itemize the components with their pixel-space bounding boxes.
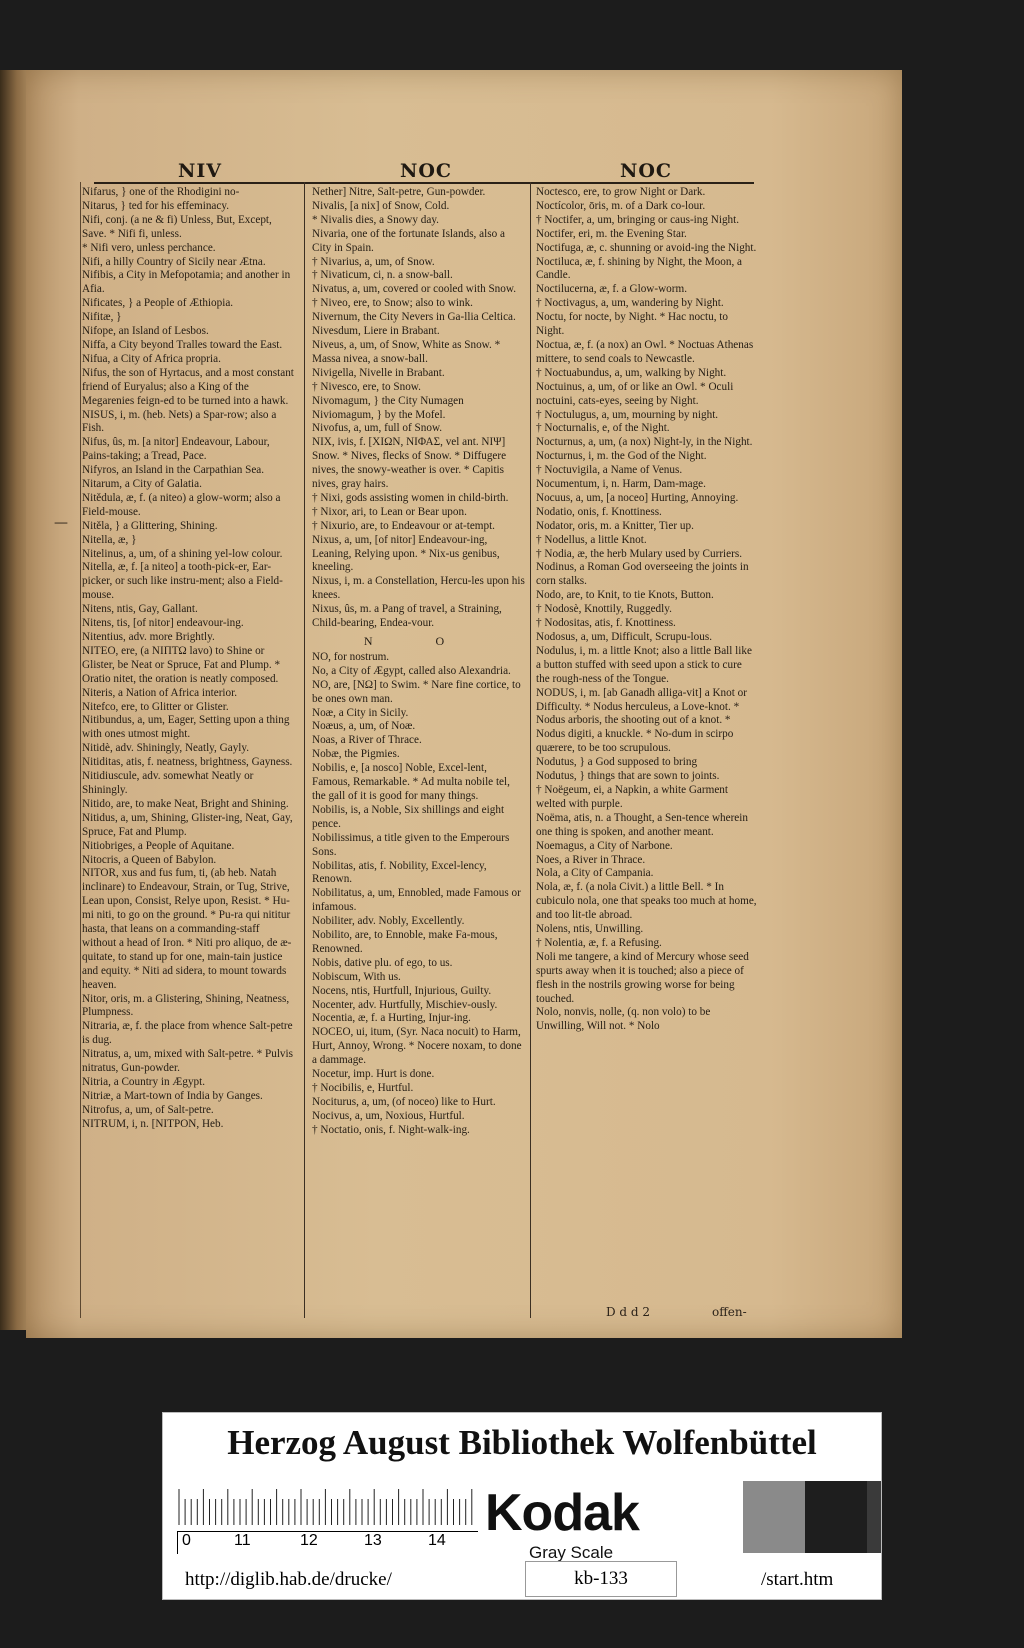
dictionary-entry: Nociturus, a, um, (of noceo) like to Hurt.	[312, 1095, 496, 1108]
signature-mark: D d d 2	[606, 1305, 651, 1319]
column-2-entries-a	[312, 186, 526, 631]
dictionary-entry: Nobilis, e, [a nosco] Noble, Excel-lent, Famous, Remarkable. * Ad multa nobile tel, the gall of it is good for many things.	[312, 762, 510, 802]
header-left: NIV	[178, 160, 222, 182]
dictionary-entry: Nocivus, a, um, Noxious, Hurtful.	[312, 1109, 465, 1122]
dictionary-entry: Nitiobriges, a People of Aquitane.	[82, 839, 235, 852]
dictionary-entry: Noctifuga, æ, c. shunning or avoid-ing the Night.	[536, 241, 757, 254]
dictionary-entry: † Nivarius, a, um, of Snow.	[312, 255, 435, 268]
section-heading-no: N O	[363, 634, 475, 648]
dictionary-entry: Nolo, nonvis, nolle, (q. non volo) to be Unwilling, Will not. * Nolo	[536, 1006, 711, 1033]
catchword: offen-	[712, 1305, 747, 1319]
dictionary-entry: Nodator, oris, m. a Knitter, Tier up.	[536, 519, 694, 532]
dictionary-entry: * Nifi vero, unless perchance.	[82, 241, 216, 254]
dictionary-entry: Noctifer, eri, m. the Evening Star.	[536, 227, 687, 240]
library-color-card	[162, 1412, 882, 1600]
dictionary-entry: Nitocris, a Queen of Babylon.	[82, 853, 217, 866]
dictionary-entry: Nivesdum, Liere in Brabant.	[312, 325, 440, 338]
dictionary-entry: NITRUM, i, n. [ΝΙΤΡΟΝ, Heb.	[82, 1117, 224, 1130]
dictionary-entry: Noas, a River of Thrace.	[312, 734, 422, 747]
dictionary-entry: † Nivesco, ere, to Snow.	[312, 380, 421, 393]
dictionary-entry: Nitarum, a City of Galatia.	[82, 478, 202, 491]
header-center: NOC	[400, 160, 453, 182]
dictionary-entry: Nivalis, [a nix] of Snow, Cold.	[312, 199, 450, 212]
dictionary-entry: Nocenter, adv. Hurtfully, Mischiev-ously.	[312, 998, 498, 1011]
dictionary-entry: Nitrofus, a, um, of Salt-petre.	[82, 1103, 214, 1116]
dictionary-entry: Noæ, a City in Sicily.	[312, 706, 409, 719]
dictionary-entry: Nether] Nitre, Salt-petre, Gun-powder.	[312, 186, 486, 198]
dictionary-entry: † Noctuabundus, a, um, walking by Night.	[536, 366, 727, 379]
dictionary-entry: NITOR, xus and fus fum, ti, (ab heb. Natah inclinare) to Endeavour, Strain, or Tug, Strive, Lean upon, Consist, Relye upon, Resist. * Hu-mi niti, to go on the ground. * Pu-ra qui nititur hasta, that leans on a commanding-staff without a head of Iron. * Niti pro aliquo, de æ-quitate, to stand up for one, main-tain justice and equity. * Niti ad sidera, to mount towards heaven.	[82, 867, 292, 991]
dictionary-entry: Nodo, are, to Knit, to tie Knots, Button.	[536, 589, 714, 602]
column-1	[82, 186, 296, 1318]
column-rule-2	[530, 182, 531, 1318]
dictionary-entry: Nifus, the son of Hyrtacus, and a most constant friend of Euryalus; also a King of the Megarenies feign-ed to be turned into a hawk.	[82, 366, 294, 407]
dictionary-entry: Nivaria, one of the fortunate Islands, also a City in Spain.	[312, 227, 505, 254]
dictionary-entry: NO, are, [ΝΩ] to Swim. * Nare fine cortice, to be ones own man.	[312, 678, 521, 705]
dictionary-entry: Nobilis, is, a Noble, Six shillings and eight pence.	[312, 803, 505, 830]
dictionary-entry: Nodutus, } a God supposed to bring	[536, 756, 698, 769]
dictionary-entry: Nifua, a City of Africa propria.	[82, 352, 221, 365]
dictionary-entry: Nivatus, a, um, covered or cooled with Snow.	[312, 283, 517, 296]
dictionary-entry: Nobilito, are, to Ennoble, make Fa-mous, Renowned.	[312, 929, 498, 955]
dictionary-entry: Nitella, æ, f. [a niteo] a tooth-pick-er, Ear-picker, or such like instru-ment; also a Field-mouse.	[82, 561, 283, 602]
dictionary-entry: No, a City of Ægypt, called also Alexandria.	[312, 664, 511, 677]
dictionary-entry: Nocturnus, a, um, (a nox) Night-ly, in the Night.	[536, 436, 753, 449]
column-2-entries-b	[312, 651, 526, 1138]
column-rule-1	[304, 182, 305, 1318]
dictionary-entry: † Nocturnalis, e, of the Night.	[536, 422, 670, 435]
dictionary-entry: Nitens, tis, [of nitor] endeavour-ing.	[82, 617, 244, 630]
ruler-labels	[177, 1531, 478, 1554]
dictionary-entry: † Nodia, æ, the herb Mulary used by Curriers.	[536, 547, 742, 560]
dictionary-entry: Nitelinus, a, um, of a shining yel-low colour.	[82, 547, 283, 560]
dictionary-entry: † Nixor, ari, to Lean or Bear upon.	[312, 505, 467, 518]
margin-mark: —	[54, 515, 68, 531]
dictionary-entry: Noctua, æ, f. (a nox) an Owl. * Noctuas Athenas mittere, to send coals to Newcastle.	[536, 338, 754, 365]
dictionary-entry: Nitratus, a, um, mixed with Salt-petre. * Pulvis nitratus, Gun-powder.	[82, 1048, 293, 1075]
dictionary-entry: † Nolentia, æ, f. a Refusing.	[536, 936, 662, 949]
dictionary-entry: † Nocibilis, e, Hurtful.	[312, 1082, 414, 1094]
dictionary-entry: Niteris, a Nation of Africa interior.	[82, 686, 238, 699]
dictionary-entry: NISUS, i, m. (heb. Nets) a Spar-row; also a Fish.	[82, 408, 277, 435]
dictionary-entry: NODUS, i, m. [ab Ganadh alliga-vit] a Knot or Difficulty. * Nodus herculeus, a Love-knot. * Nodus arboris, the shooting out of a knot. * Nodus digiti, a knuckle. * No-dum in scirpo quærere, to be too scrupulous.	[536, 686, 747, 755]
dictionary-entry: Nola, æ, f. (a nola Civit.) a little Bell. * In cubiculo nola, one that speaks too much at home, and too lit-tle abroad.	[536, 881, 757, 922]
dictionary-entry: Noctiluca, æ, f. shining by Night, the Moon, a Candle.	[536, 255, 743, 282]
dictionary-entry: NOCEO, ui, itum, (Syr. Naca nocuit) to Harm, Hurt, Annoy, Wrong. * Nocere noxam, to done a dammage.	[312, 1026, 522, 1067]
column-2	[312, 186, 526, 1318]
dictionary-entry: Nobilitatus, a, um, Ennobled, made Famous or infamous.	[312, 887, 521, 914]
dictionary-entry: * Nivalis dies, a Snowy day.	[312, 213, 439, 226]
dictionary-entry: Nobiliter, adv. Nobly, Excellently.	[312, 915, 465, 928]
dictionary-entry: Nitiditas, atis, f. neatness, brightness, Gayness.	[82, 756, 293, 769]
dictionary-entry: Nivofus, a, um, full of Snow.	[312, 422, 443, 435]
dictionary-entry: Nifibis, a City in Mefopotamia; and another in Afia.	[82, 269, 291, 296]
dictionary-entry: † Noctulugus, a, um, mourning by night.	[536, 408, 719, 421]
dictionary-entry: Nifitæ, }	[82, 311, 122, 324]
dictionary-entry: Nitěla, } a Glittering, Shining.	[82, 519, 218, 532]
url-prefix: http://diglib.hab.de/drucke/	[185, 1569, 392, 1590]
dictionary-entry: NO, for nostrum.	[312, 650, 390, 663]
dictionary-entry: Nocuus, a, um, [a noceo] Hurting, Annoying.	[536, 491, 739, 504]
dictionary-entry: Nobiscum, With us.	[312, 970, 401, 983]
dictionary-entry: Nitriæ, a Mart-town of India by Ganges.	[82, 1089, 263, 1102]
dictionary-entry: Nobilissimus, a title given to the Emperours Sons.	[312, 831, 510, 858]
dictionary-entry: Nifi, a hilly Country of Sicily near Ætna.	[82, 255, 266, 268]
dictionary-entry: Nixus, ûs, m. a Pang of travel, a Straining, Child-bearing, Endea-vour.	[312, 603, 502, 630]
dictionary-entry: Nitria, a Country in Ægypt.	[82, 1076, 206, 1088]
dictionary-entry: † Niveo, ere, to Snow; also to wink.	[312, 297, 473, 310]
dictionary-entry: Nivomagum, } the City Numagen	[312, 394, 464, 407]
dictionary-entry: Nocturnus, i, m. the God of the Night.	[536, 450, 707, 463]
dictionary-entry: Niviomagum, } by the Mofel.	[312, 408, 446, 421]
kodak-logo: Kodak	[485, 1484, 639, 1542]
dictionary-entry: Nixus, i, m. a Constellation, Hercu-les upon his knees.	[312, 575, 525, 602]
dictionary-entry: Nobis, dative plu. of ego, to us.	[312, 956, 453, 969]
dictionary-entry: Nixus, a, um, [of nitor] Endeavour-ing, Leaning, Relying upon. * Nix-us genibus, kneeling.	[312, 533, 500, 574]
dictionary-entry: Noemagus, a City of Narbone.	[536, 839, 673, 852]
dictionary-entry: Nodutus, } things that are sown to joints.	[536, 770, 720, 783]
dictionary-entry: Nocens, ntis, Hurtfull, Injurious, Guilty.	[312, 984, 492, 997]
ruler-label: 12	[300, 1532, 318, 1549]
dictionary-entry: Niffa, a City beyond Tralles toward the East.	[82, 338, 283, 351]
dictionary-entry: † Nixi, gods assisting women in child-birth.	[312, 491, 509, 504]
ruler-label: 13	[364, 1532, 382, 1549]
column-rule-left	[80, 182, 81, 1318]
running-header	[94, 160, 754, 184]
ruler-label: 14	[428, 1532, 446, 1549]
dictionary-entry: Noctilucerna, æ, f. a Glow-worm.	[536, 283, 687, 296]
dictionary-entry: † Nodosè, Knottily, Ruggedly.	[536, 603, 672, 616]
dictionary-entry: Noæus, a, um, of Noæ.	[312, 720, 416, 733]
dictionary-entry: Nitibundus, a, um, Eager, Setting upon a thing with ones utmost might.	[82, 714, 290, 741]
gray-scale-label: Gray Scale	[529, 1543, 614, 1562]
dictionary-entry: Nobæ, the Pigmies.	[312, 748, 400, 761]
dictionary-entry: Nocetur, imp. Hurt is done.	[312, 1068, 435, 1081]
dictionary-entry: Nificates, } a People of Æthiopia.	[82, 297, 234, 310]
ruler-label: 11	[234, 1532, 251, 1549]
dictionary-entry: Nitens, ntis, Gay, Gallant.	[82, 603, 198, 616]
dictionary-entry: Nitor, oris, m. a Glistering, Shining, Neatness, Plumpness.	[82, 992, 290, 1019]
dictionary-entry: Noli me tangere, a kind of Mercury whose seed spurts away when it is touched; also a piece of flesh in the nostrils growing worse for being touched.	[536, 950, 749, 1005]
dictionary-entry: † Noctuvigila, a Name of Venus.	[536, 464, 683, 477]
gray-swatch-edge	[867, 1481, 881, 1553]
dictionary-entry: Nitidè, adv. Shiningly, Neatly, Gayly.	[82, 742, 250, 755]
dictionary-entry: Nocentia, æ, f. a Hurting, Injur-ing.	[312, 1012, 471, 1025]
dictionary-entry: Noctu, for nocte, by Night. * Hac noctu, to Night.	[536, 311, 729, 338]
dictionary-entry: Noctesco, ere, to grow Night or Dark.	[536, 186, 706, 198]
ruler-label: 0	[182, 1532, 191, 1549]
dictionary-entry: Nifarus, } one of the Rhodigini no-	[82, 186, 240, 198]
dictionary-entry: Nifope, an Island of Lesbos.	[82, 325, 209, 338]
dictionary-entry: Nobilitas, atis, f. Nobility, Excel-lency, Renown.	[312, 859, 487, 886]
dictionary-entry: Nivigella, Nivelle in Brabant.	[312, 366, 445, 379]
gray-swatch-mid	[743, 1481, 805, 1553]
column-3	[536, 186, 758, 1318]
url-suffix: /start.htm	[761, 1569, 834, 1590]
dictionary-entry: Nitarus, } ted for his effeminacy.	[82, 199, 230, 212]
dictionary-entry: Nifi, conj. (a ne & fi) Unless, But, Except, Save. * Nifi fi, unless.	[82, 213, 272, 240]
dictionary-entry: Nola, a City of Campania.	[536, 867, 654, 880]
dictionary-entry: † Nodositas, atis, f. Knottiness.	[536, 617, 676, 630]
library-title: Herzog August Bibliothek Wolfenbüttel	[227, 1423, 817, 1462]
dictionary-entry: NIX, ivis, f. [ΧΙΩΝ, ΝΙΦΑΣ, vel ant. ΝΙΨ] Snow. * Nives, flecks of Snow. * Diffugere nives, the snowy-weather is over. * Capitis nives, gray hairs.	[312, 436, 507, 491]
gray-swatch-dark	[805, 1481, 867, 1553]
dictionary-entry: Nitidiuscule, adv. somewhat Neatly or Shiningly.	[82, 770, 254, 796]
dictionary-entry: Nitefco, ere, to Glitter or Glister.	[82, 700, 229, 713]
dictionary-entry: Nitědula, æ, f. (a niteo) a glow-worm; also a Field-mouse.	[82, 491, 281, 518]
dictionary-entry: † Nivaticum, ci, n. a snow-ball.	[312, 269, 453, 282]
dictionary-entry: Noëma, atis, n. a Thought, a Sen-tence wherein one thing is spoken, and another meant.	[536, 811, 748, 838]
dictionary-entry: Nocumentum, i, n. Harm, Dam-mage.	[536, 478, 706, 491]
dictionary-entry: Noctuinus, a, um, of or like an Owl. * Oculi noctuini, cats-eyes, seeing by Night.	[536, 380, 734, 407]
dictionary-entry: Nitidus, a, um, Shining, Glister-ing, Neat, Gay, Spruce, Fat and Plump.	[82, 811, 293, 838]
dictionary-entry: Nolens, ntis, Unwilling.	[536, 923, 644, 936]
book-spine-edge	[0, 70, 28, 1330]
dictionary-entry: Noctícolor, ōris, m. of a Dark co-lour.	[536, 199, 706, 212]
dictionary-entry: † Nixurio, are, to Endeavour or at-tempt.	[312, 519, 495, 532]
dictionary-entry: Nifyros, an Island in the Carpathian Sea.	[82, 464, 265, 477]
dictionary-entry: † Nodellus, a little Knot.	[536, 533, 647, 546]
dictionary-entry: Nitido, are, to make Neat, Bright and Shining.	[82, 797, 289, 810]
dictionary-entry: Nifus, ûs, m. [a nitor] Endeavour, Labour, Pains-taking; a Tread, Pace.	[82, 436, 270, 463]
dictionary-entry: Nitella, æ, }	[82, 533, 137, 546]
dictionary-entry: † Noctifer, a, um, bringing or caus-ing Night.	[536, 213, 740, 226]
dictionary-entry: † Noëgeum, ei, a Napkin, a white Garment welted with purple.	[536, 783, 728, 810]
dictionary-entry: Nodatio, onis, f. Knottiness.	[536, 505, 662, 518]
dictionary-entry: Nitraria, æ, f. the place from whence Salt-petre is dug.	[82, 1020, 293, 1047]
dictionary-entry: Niveus, a, um, of Snow, White as Snow. * Massa nivea, a snow-ball.	[312, 338, 501, 365]
shelfmark-box: kb-133	[525, 1561, 677, 1597]
dictionary-entry: NITEO, ere, (a ΝΙΠΤΩ lavo) to Shine or Glister, be Neat or Spruce, Fat and Plump. * Oratio nitet, the oration is neatly composed.	[82, 644, 281, 685]
ruler-scale	[177, 1485, 477, 1525]
dictionary-entry: Nodulus, i, m. a little Knot; also a little Ball like a button stuffed with seed upon a stick to cure the rough-ness of the Tongue.	[536, 644, 752, 685]
dictionary-entry: Noes, a River in Thrace.	[536, 853, 646, 866]
dictionary-entry: † Noctatio, onis, f. Night-walk-ing.	[312, 1123, 470, 1136]
dictionary-entry: Nitentius, adv. more Brightly.	[82, 631, 215, 643]
dictionary-entry: † Noctivagus, a, um, wandering by Night.	[536, 297, 724, 310]
dictionary-entry: Nivernum, the City Nevers in Ga-llia Celtica.	[312, 311, 516, 324]
header-right: NOC	[620, 160, 673, 182]
dictionary-entry: Nodosus, a, um, Difficult, Scrupu-lous.	[536, 631, 712, 643]
dictionary-entry: Nodinus, a Roman God overseeing the joints in corn stalks.	[536, 561, 749, 588]
